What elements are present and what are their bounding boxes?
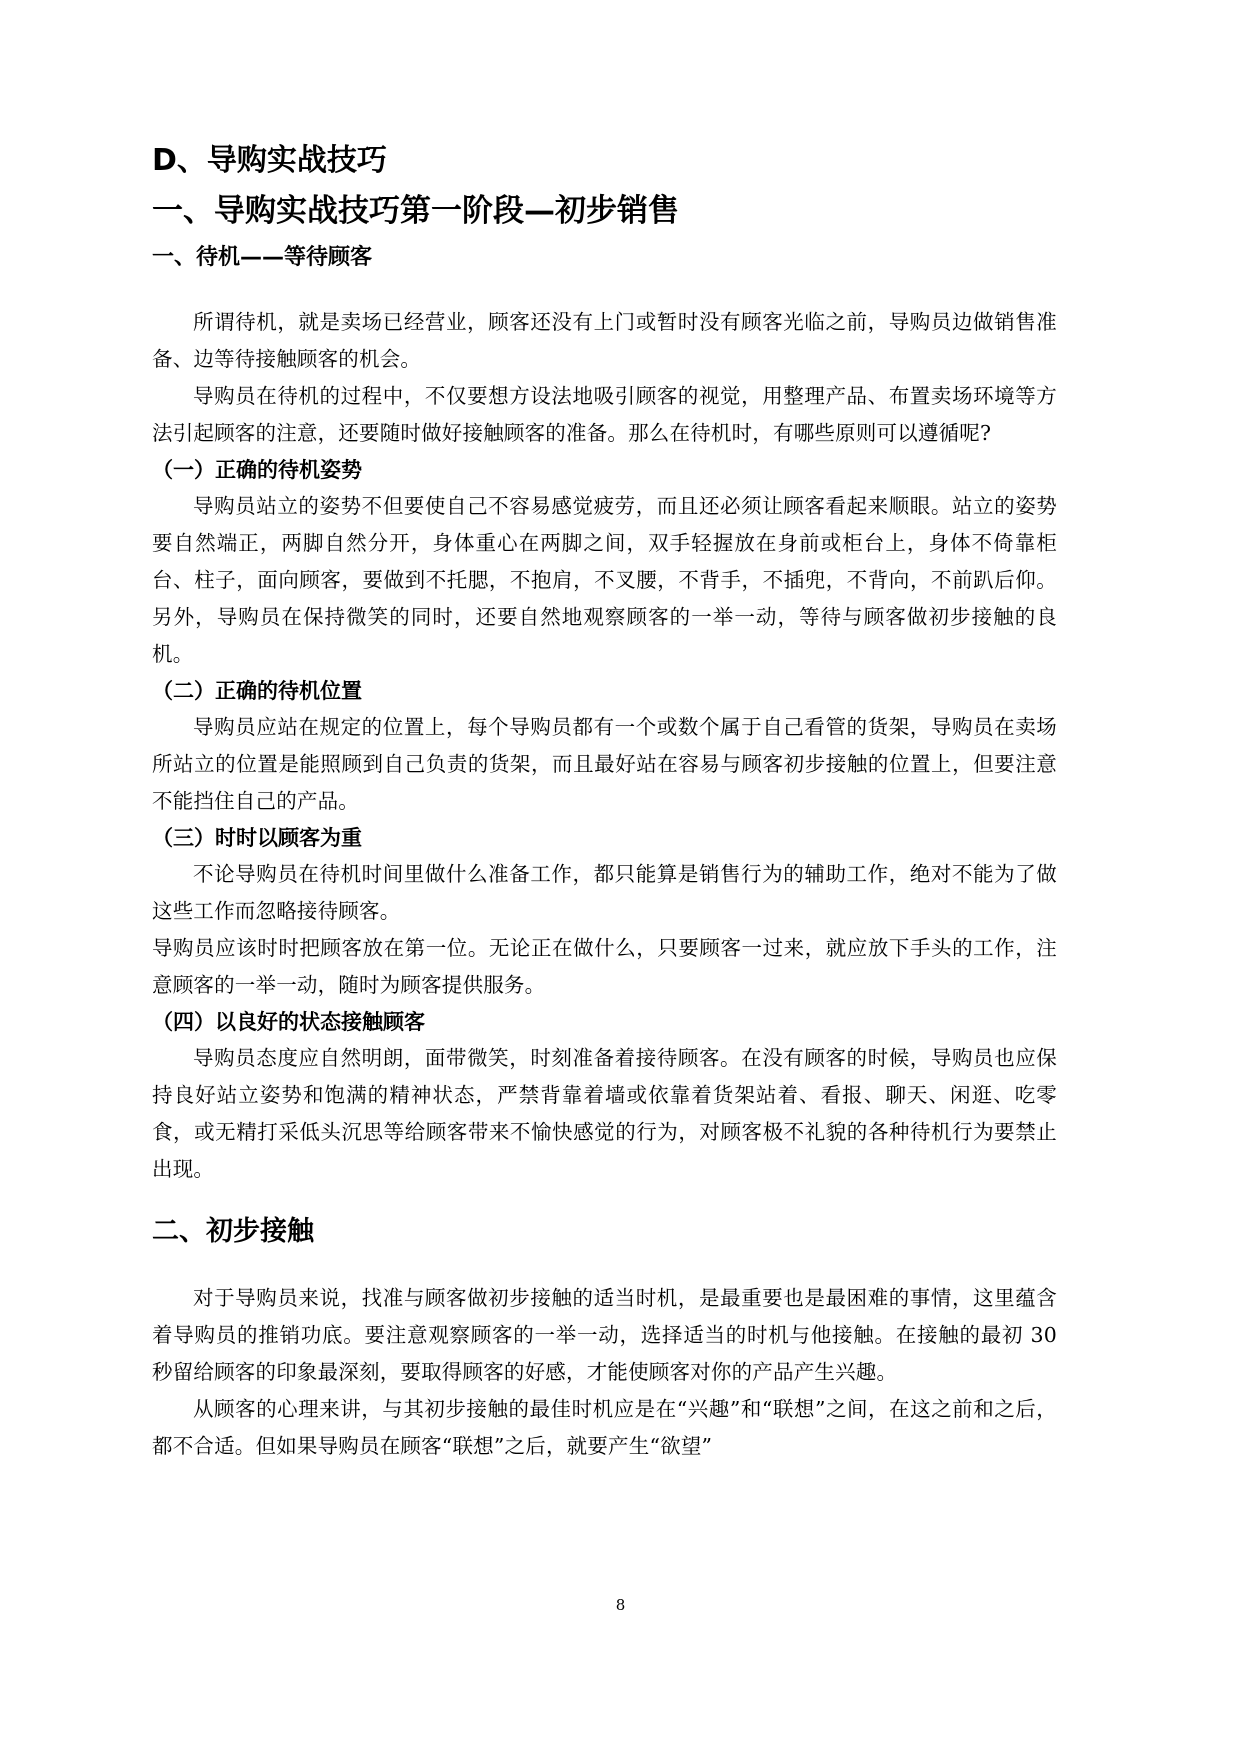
subsection-heading-posture: （一）正确的待机姿势 (152, 458, 362, 482)
paragraph: 导购员应站在规定的位置上，每个导购员都有一个或数个属于自己看管的货架，导购员在卖场所站立的位置是能照顾到自己负责的货架，而且最好站在容易与顾客初步接触的位置上，但要注意不能挡住自己的产品。 (152, 715, 1057, 813)
paragraph: 对于导购员来说，找准与顾客做初步接触的适当时机，是最重要也是最困难的事情，这里蕴含着导购员的推销功底。要注意观察顾客的一举一动，选择适当的时机与他接触。在接触的最初 30 秒留给顾客的印象最深刻，要取得顾客的好感，才能使顾客对你的产品产生兴趣。 (152, 1286, 1057, 1384)
paragraph: 导购员站立的姿势不但要使自己不容易感觉疲劳，而且还必须让顾客看起来顺眼。站立的姿势要自然端正，两脚自然分开，身体重心在两脚之间，双手轻握放在身前或柜台上，身体不倚靠柜台、柱子，面向顾客，要做到不托腮，不抱肩，不叉腰，不背手，不插兜，不背向，不前趴后仰。另外，导购员在保持微笑的同时，还要自然地观察顾客的一举一动，等待与顾客做初步接触的良机。 (152, 494, 1057, 666)
paragraph: 所谓待机，就是卖场已经营业，顾客还没有上门或暂时没有顾客光临之前，导购员边做销售准备、边等待接触顾客的机会。 (152, 310, 1057, 371)
section-heading-waiting: 一、待机——等待顾客 (152, 245, 373, 270)
subsection-heading-position: （二）正确的待机位置 (152, 679, 362, 703)
page-content (152, 140, 1057, 1465)
subsection-heading-customer-first: （三）时时以顾客为重 (152, 826, 362, 850)
paragraph: 导购员在待机的过程中，不仅要想方设法地吸引顾客的视觉，用整理产品、布置卖场环境等方法引起顾客的注意，还要随时做好接触顾客的准备。那么在待机时，有哪些原则可以遵循呢? (152, 384, 1057, 445)
document-title: D、导购实战技巧 (152, 143, 387, 178)
paragraph: 从顾客的心理来讲，与其初步接触的最佳时机应是在“兴趣”和“联想”之间，在这之前和之后，都不合适。但如果导购员在顾客“联想”之后，就要产生“欲望” (152, 1397, 1057, 1458)
paragraph: 不论导购员在待机时间里做什么准备工作，都只能算是销售行为的辅助工作，绝对不能为了做这些工作而忽略接待顾客。 (152, 862, 1057, 923)
paragraph: 导购员应该时时把顾客放在第一位。无论正在做什么，只要顾客一过来，就应放下手头的工作，注意顾客的一举一动，随时为顾客提供服务。 (152, 936, 1057, 997)
page-number: 8 (615, 1596, 626, 1614)
paragraph: 导购员态度应自然明朗，面带微笑，时刻准备着接待顾客。在没有顾客的时候，导购员也应保持良好站立姿势和饱满的精神状态，严禁背靠着墙或依靠着货架站着、看报、聊天、闲逛、吃零食，或无精打采低头沉思等给顾客带来不愉快感觉的行为，对顾客极不礼貌的各种待机行为要禁止出现。 (152, 1046, 1057, 1181)
part-title: 一、导购实战技巧第一阶段—初步销售 (152, 193, 679, 229)
subsection-heading-good-state: （四）以良好的状态接触顾客 (152, 1010, 425, 1034)
section-heading-initial-contact: 二、初步接触 (152, 1216, 314, 1247)
